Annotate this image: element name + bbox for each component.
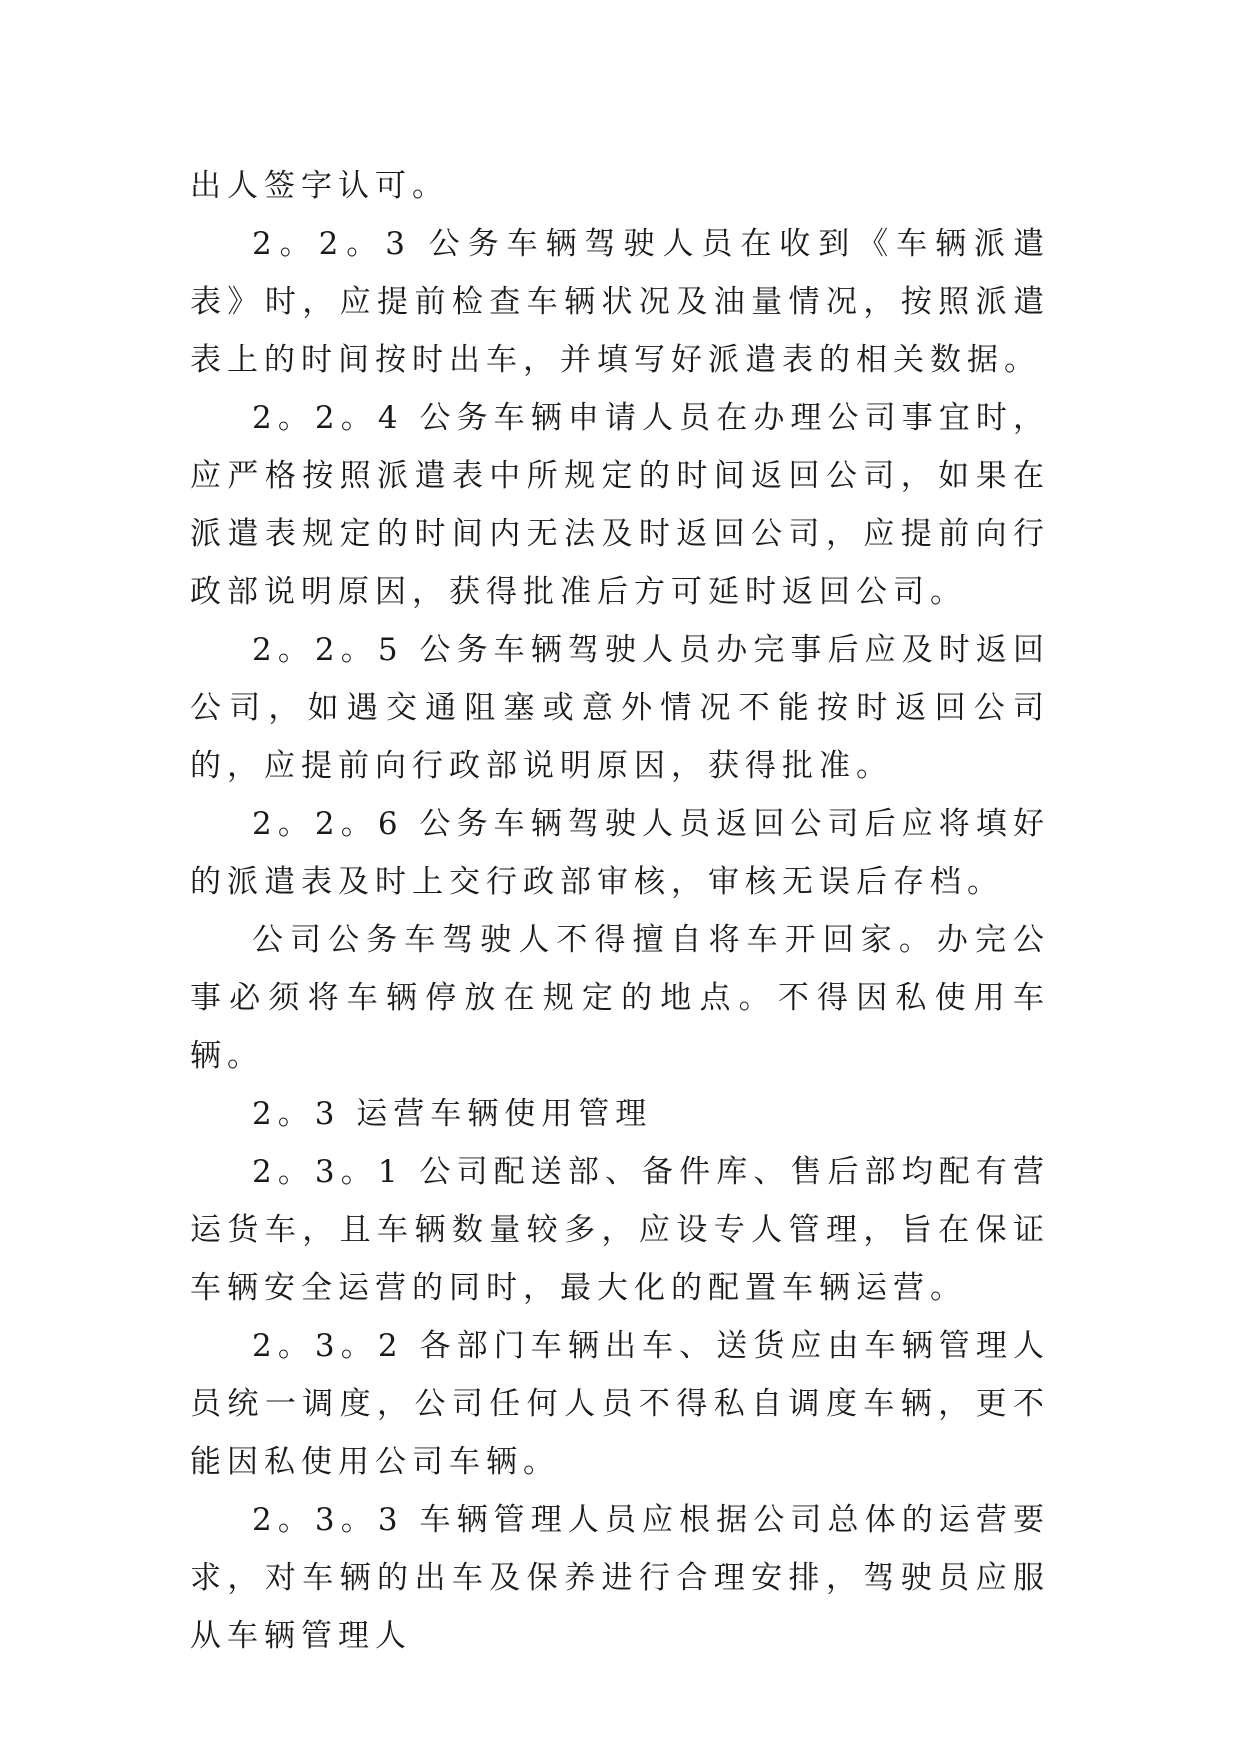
paragraph: 公司公务车驾驶人不得擅自将车开回家。办完公事必须将车辆停放在规定的地点。不得因私使用车辆。 [190,922,1050,1074]
paragraph: 出人签字认可。 [190,168,449,204]
paragraph: 2。2。5 公务车辆驾驶人员办完事后应及时返回公司，如遇交通阻塞或意外情况不能按时返回公司的，应提前向行政部说明原因，获得批准。 [190,632,1050,784]
paragraph: 2。2。6 公务车辆驾驶人员返回公司后应将填好的派遣表及时上交行政部审核，审核无误后存档。 [190,806,1050,900]
paragraph: 2。2。3 公务车辆驾驶人员在收到《车辆派遣表》时，应提前检查车辆状况及油量情况，按照派遣表上的时间按时出车，并填写好派遣表的相关数据。 [190,226,1050,378]
section-heading: 2。3 运营车辆使用管理 [252,1096,653,1132]
paragraph: 2。3。1 公司配送部、备件库、售后部均配有营运货车，且车辆数量较多，应设专人管理，旨在保证车辆安全运营的同时，最大化的配置车辆运营。 [190,1154,1050,1306]
paragraph: 2。3。2 各部门车辆出车、送货应由车辆管理人员统一调度，公司任何人员不得私自调度车辆，更不能因私使用公司车辆。 [190,1328,1050,1480]
paragraph: 2。2。4 公务车辆申请人员在办理公司事宜时，应严格按照派遣表中所规定的时间返回公司，如果在派遣表规定的时间内无法及时返回公司，应提前向行政部说明原因，获得批准后方可延时返回公司。 [190,400,1050,610]
document-body [190,157,1050,1665]
paragraph: 2。3。3 车辆管理人员应根据公司总体的运营要求，对车辆的出车及保养进行合理安排，驾驶员应服从车辆管理人 [190,1502,1050,1654]
